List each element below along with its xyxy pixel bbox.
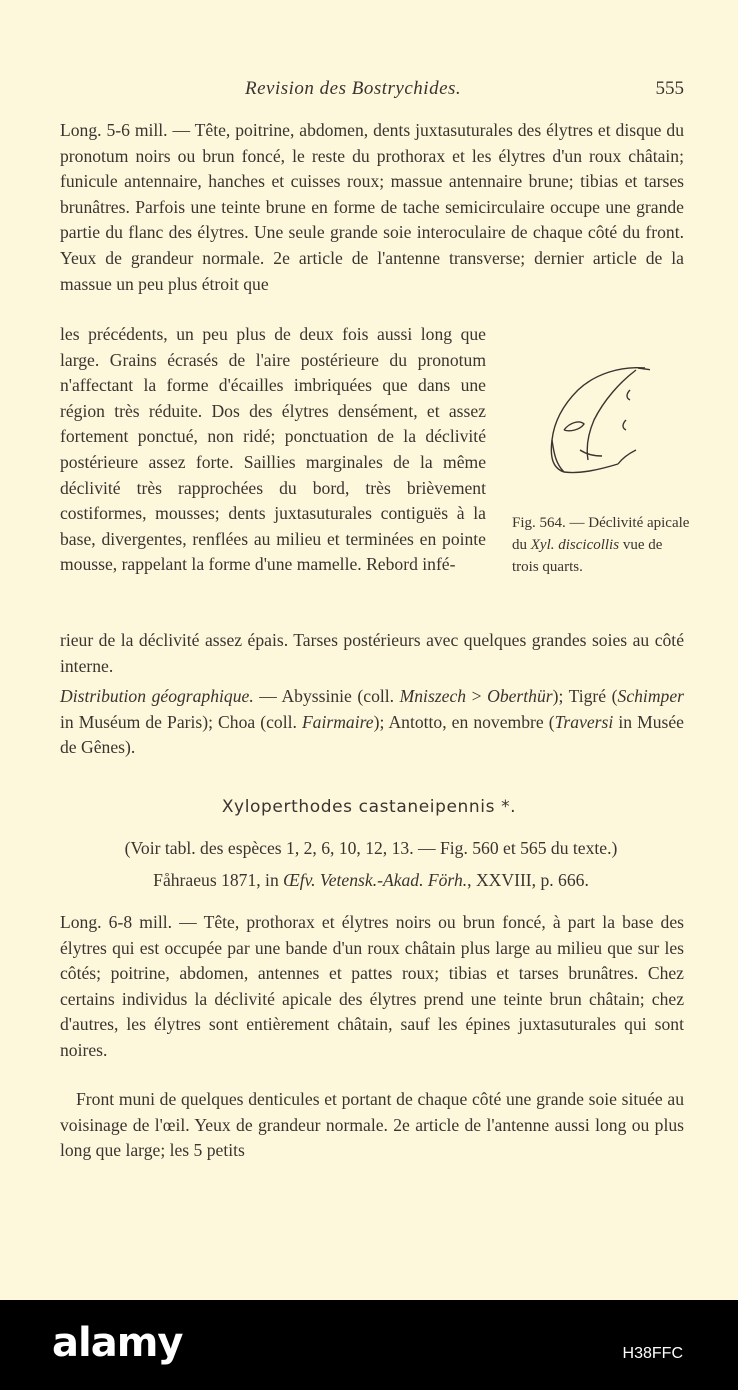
- collector-name: Fairmaire: [301, 711, 374, 732]
- species-heading: Xyloperthodes castaneipennis *.: [221, 797, 517, 817]
- caption-species: Xyl. discicollis: [530, 537, 620, 553]
- distribution-text: ); Antotto, en novembre (: [373, 711, 555, 732]
- collector-name: Traversi: [554, 711, 614, 732]
- reference-tables: (Voir tabl. des espèces 1, 2, 6, 10, 12, 13. — Fig. 560 et 565 du texte.): [124, 838, 618, 858]
- page-header: [0, 78, 738, 102]
- paragraph-front: Front muni de quelques denticules et portant de chaque côté une grande soie située au voisinage de l'œil. Yeux de grandeur normale. 2e article de l'antenne aussi long ou plus long que large; les 5 petits: [60, 1089, 684, 1161]
- distribution-text: — Abyssinie (coll.: [253, 686, 400, 706]
- collector-name: Mniszech: [399, 686, 467, 706]
- citation-author: Fåhraeus 1871, in: [153, 870, 284, 890]
- declivity-figure: [540, 360, 650, 480]
- figure-caption: [512, 512, 692, 578]
- reference-citation: [36, 870, 706, 891]
- paragraph-description-bottom: rieur de la déclivité assez épais. Tarses postérieurs avec quelques grandes soies au côté interne.: [60, 630, 684, 676]
- citation-journal: Œfv. Vetensk.-Akad. Förh.: [283, 870, 468, 890]
- collector-name: Schimper: [617, 686, 684, 706]
- distribution-text: ); Tigré (: [552, 686, 618, 706]
- distribution-text: in Musée de Gênes).: [60, 711, 684, 758]
- paragraph-distribution: [60, 684, 684, 761]
- declivity-drawing-icon: [540, 360, 650, 480]
- running-title: Revision des Bostrychides.: [245, 78, 462, 99]
- paragraph-description-top: Long. 5-6 mill. — Tête, poitrine, abdomen, dents juxtasuturales des élytres et disque du pronotum noirs ou brun foncé, le reste du prothorax et les élytres d'un roux châtain; funicule antennaire, hanches et cuisses roux; massue antennaire brune; tibias et tarses brunâtres. Parfois une teinte brune en forme de tache semicirculaire occupe une grande partie du flanc des élytres. Une seule grande soie interoculaire de chaque côté du front. Yeux de grandeur normale. 2e article de l'antenne transverse; dernier article de la massue un peu plus étroit que: [60, 120, 684, 294]
- caption-suffix: vue de trois quarts.: [512, 537, 663, 575]
- paragraph-description-side: les précédents, un peu plus de deux fois aussi long que large. Grains écrasés de l'aire postérieure du pronotum n'affectant la forme d'écailles imbriquées que dans une région très réduite. Dos des élytres densément, et assez fortement ponctué, non ridé; ponctuation de la déclivité postérieure assez forte. Saillies marginales de la même déclivité très rapprochées du bord, très brièvement costiformes, mousses; dents juxtasuturales contiguës à la base, divergentes, renflées au milieu et terminées en pointe mousse, rappelant la forme d'une mamelle. Rebord infé-: [60, 324, 486, 575]
- distribution-text: >: [466, 686, 488, 706]
- citation-volume: , XXVIII, p. 666.: [467, 870, 589, 890]
- distribution-label: Distribution géographique.: [60, 686, 254, 706]
- page-number: 555: [655, 78, 684, 99]
- brand-logo: alamy: [52, 1320, 183, 1366]
- distribution-text: in Muséum de Paris); Choa (coll.: [60, 711, 302, 732]
- image-id: H38FFC: [622, 1345, 683, 1362]
- collector-name: Oberthür: [487, 686, 553, 706]
- paragraph-coloration: Long. 6-8 mill. — Tête, prothorax et élytres noirs ou brun foncé, à part la base des élytres qui est occupée par une bande d'un roux châtain plus large au milieu que sur les côtés; poitrine, abdomen, antennes et pattes roux; tibias et tarses brunâtres. Chez certains individus la déclivité apicale des élytres prend une teinte brun châtain; chez d'autres, les élytres sont entièrement châtain, sauf les épines juxtasuturales qui sont noires.: [60, 912, 684, 1060]
- caption-label: Fig. 564. — Déclivité apicale du: [512, 515, 690, 553]
